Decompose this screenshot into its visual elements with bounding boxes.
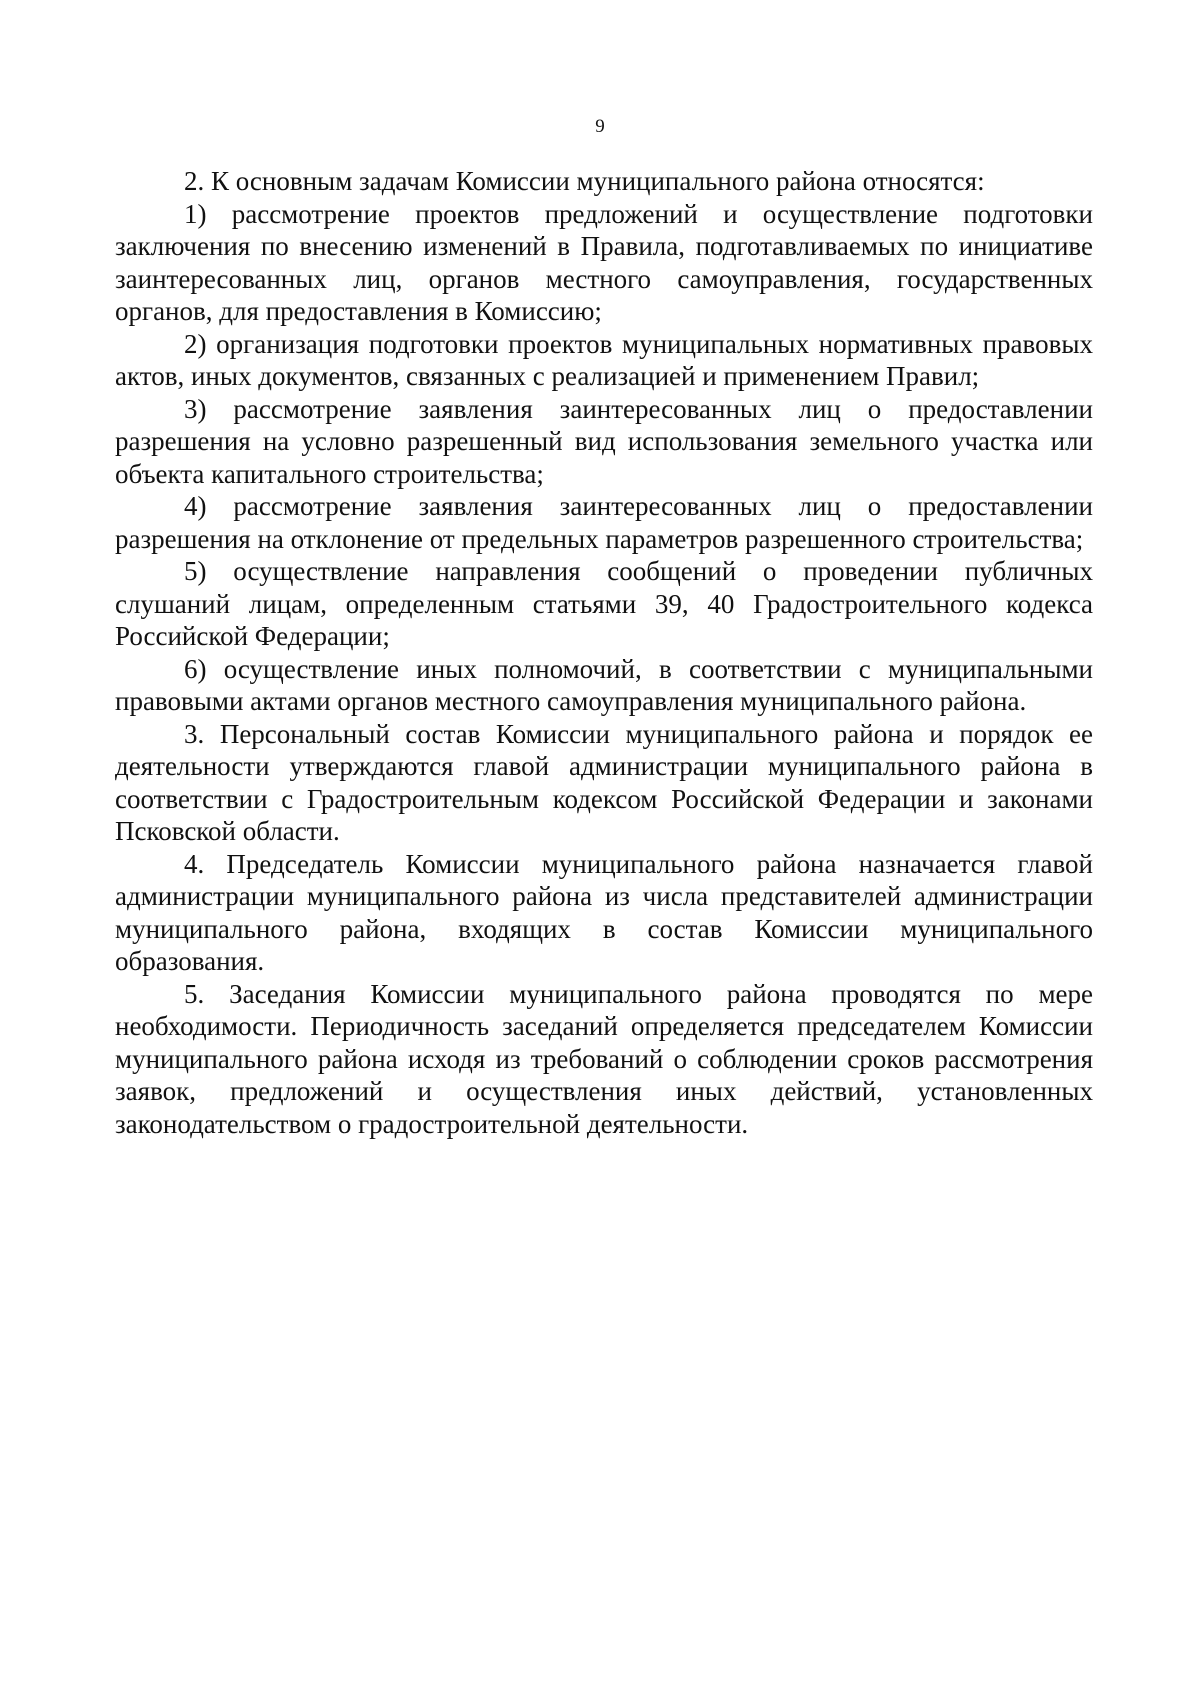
paragraph-task-2: 2) организация подготовки проектов муниципальных нормативных правовых актов, иных документов, связанных с реализацией и применением Правил; xyxy=(115,328,1093,391)
paragraph-task-3: 3) рассмотрение заявления заинтересованных лиц о предоставлении разрешения на условно разрешенный вид использования земельного участка или объекта капитального строительства; xyxy=(115,393,1093,489)
paragraph-commission-meetings: 5. Заседания Комиссии муниципального района проводятся по мере необходимости. Периодичность заседаний определяется председателем Комиссии муниципального района исходя из требований о соблюдении сроков рассмотрения заявок, предложений и осуществления иных действий, установленных законодательством о градостроительной деятельности. xyxy=(115,978,1093,1139)
paragraph-task-4: 4) рассмотрение заявления заинтересованных лиц о предоставлении разрешения на отклонение от предельных параметров разрешенного строительства; xyxy=(115,491,1093,554)
paragraph-task-5: 5) осуществление направления сообщений о проведении публичных слушаний лицам, определенным статьями 39, 40 Градостроительного кодекса Российской Федерации; xyxy=(115,556,1093,651)
paragraph-task-6: 6) осуществление иных полномочий, в соответствии с муниципальными правовыми актами органов местного самоуправления муниципального района. xyxy=(115,653,1093,716)
document-body xyxy=(115,165,1093,1140)
paragraph-commission-composition: 3. Персональный состав Комиссии муниципального района и порядок ее деятельности утверждаются главой администрации муниципального района в соответствии с Градостроительным кодексом Российской Федерации и законами Псковской области. xyxy=(115,718,1093,846)
paragraph-task-1: 1) рассмотрение проектов предложений и осуществление подготовки заключения по внесению изменений в Правила, подготавливаемых по инициативе заинтересованных лиц, органов местного самоуправления, государственных органов, для предоставления в Комиссию; xyxy=(115,198,1093,326)
paragraph-main-tasks-intro: 2. К основным задачам Комиссии муниципального района относятся: xyxy=(184,166,985,196)
paragraph-commission-chair: 4. Председатель Комиссии муниципального района назначается главой администрации муниципального района из числа представителей администрации муниципального района, входящих в состав Комиссии муниципального образования. xyxy=(115,848,1093,976)
page-number: 9 xyxy=(595,116,605,137)
